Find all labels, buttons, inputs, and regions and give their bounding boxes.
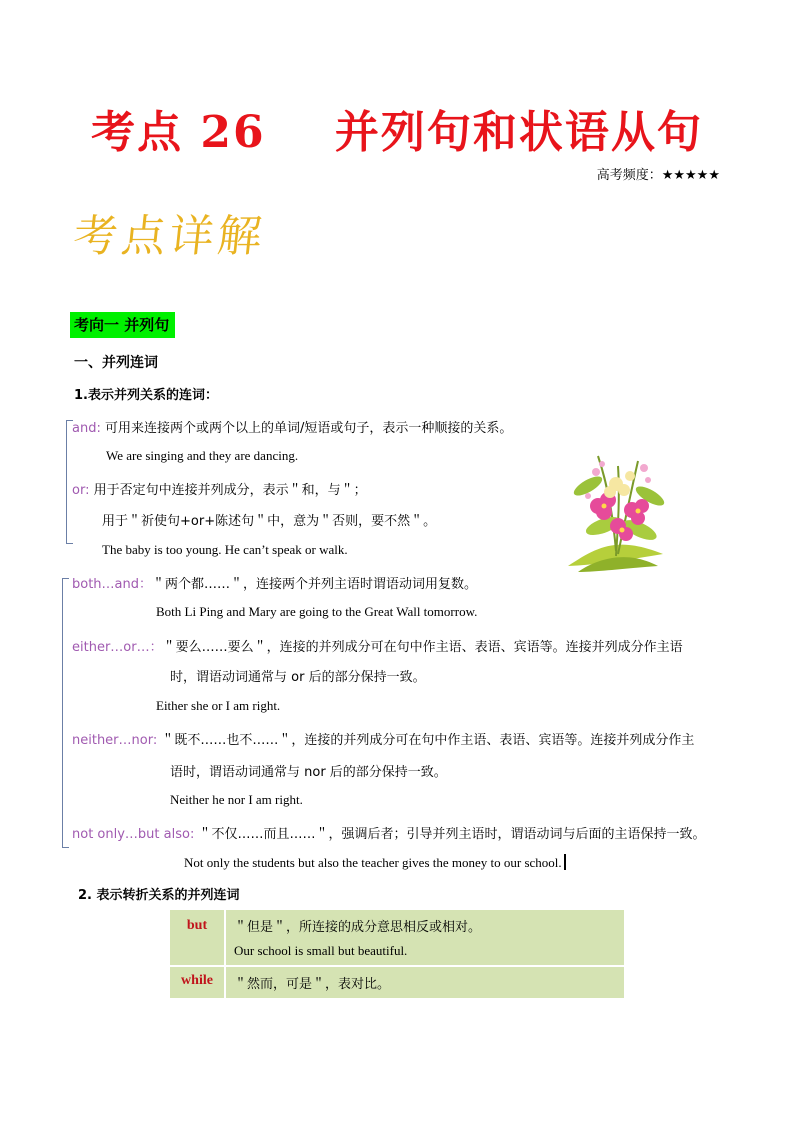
frequency-label: 高考频度：	[596, 168, 662, 183]
table-keyword-cell: but	[170, 910, 224, 965]
neither-line	[72, 729, 694, 748]
keyword-both-and: both…and：	[72, 577, 152, 592]
and-desc: 可用来连接两个或两个以上的单词/短语或句子，表示一种顺接的关系。	[104, 421, 513, 436]
part1-heading: 一、并列连词	[74, 355, 158, 371]
either-desc: ＂要么……要么＂，连接的并列成分可在句中作主语、表语、宾语等。连接并列成分作主语	[162, 640, 683, 655]
or-example: The baby is too young. He can’t speak or walk.	[102, 542, 348, 557]
keyword-neither-nor: neither…nor:	[72, 733, 158, 748]
neither-desc: ＂既不……也不……＂，连接的并列成分可在句中作主语、表语、宾语等。连接并列成分作主	[161, 733, 695, 748]
flower-bouquet-illustration	[558, 426, 670, 578]
part2-heading: 2. 表示转折关系的并列连词	[78, 888, 240, 903]
bracket-group-2	[62, 578, 69, 848]
table-keyword-cell: while	[170, 967, 224, 998]
row-desc: ＂然而，可是＂，表对比。	[234, 977, 391, 992]
contrast-conjunction-table	[168, 908, 626, 1000]
either-desc2: 时，谓语动词通常与 or 后的部分保持一致。	[170, 670, 426, 685]
topic-tag: 考向一 并列句	[70, 312, 175, 338]
part1-subheading: 1.表示并列关系的连词：	[74, 388, 218, 403]
or-line	[72, 479, 367, 498]
table-desc-cell	[226, 967, 624, 998]
notonly-example-line	[184, 854, 566, 871]
keyword-and: and:	[72, 421, 101, 436]
table-desc-cell	[226, 910, 624, 965]
keyword-either-or: either…or…：	[72, 640, 163, 655]
or-desc2: 用于＂祈使句+or+陈述句＂中，意为＂否则，要不然＂。	[102, 514, 437, 529]
star-icons: ★★★★★	[661, 168, 720, 183]
frequency-rating	[597, 164, 720, 183]
table-row	[170, 967, 624, 998]
neither-example: Neither he nor I am right.	[170, 792, 303, 807]
notonly-line	[72, 823, 705, 842]
section-heading: 考点详解	[70, 211, 269, 262]
row-example: Our school is small but beautiful.	[234, 943, 408, 958]
and-line	[72, 417, 512, 436]
and-example: We are singing and they are dancing.	[106, 448, 299, 463]
page-title: 考点 26 并列句和状语从句	[91, 107, 703, 158]
both-line	[72, 573, 477, 592]
row-desc: ＂但是＂，所连接的成分意思相反或相对。	[234, 920, 482, 935]
or-desc: 用于否定句中连接并列成分，表示＂和，与＂；	[93, 483, 367, 498]
both-desc: ＂两个都……＂，连接两个并列主语时谓语动词用复数。	[152, 577, 478, 592]
neither-desc2: 语时，谓语动词通常与 nor 后的部分保持一致。	[170, 765, 447, 780]
keyword-not-only-but-also: not only…but also:	[72, 827, 195, 842]
notonly-example: Not only the students but also the teacher gives the money to our school.	[184, 855, 562, 870]
either-line	[72, 636, 683, 655]
keyword-or: or:	[72, 483, 90, 498]
either-example: Either she or I am right.	[156, 698, 281, 713]
notonly-desc: ＂不仅……而且……＂，强调后者；引导并列主语时，谓语动词与后面的主语保持一致。	[198, 827, 706, 842]
both-example: Both Li Ping and Mary are going to the Great Wall tomorrow.	[156, 604, 478, 619]
text-cursor	[564, 854, 566, 870]
table-row	[170, 910, 624, 965]
